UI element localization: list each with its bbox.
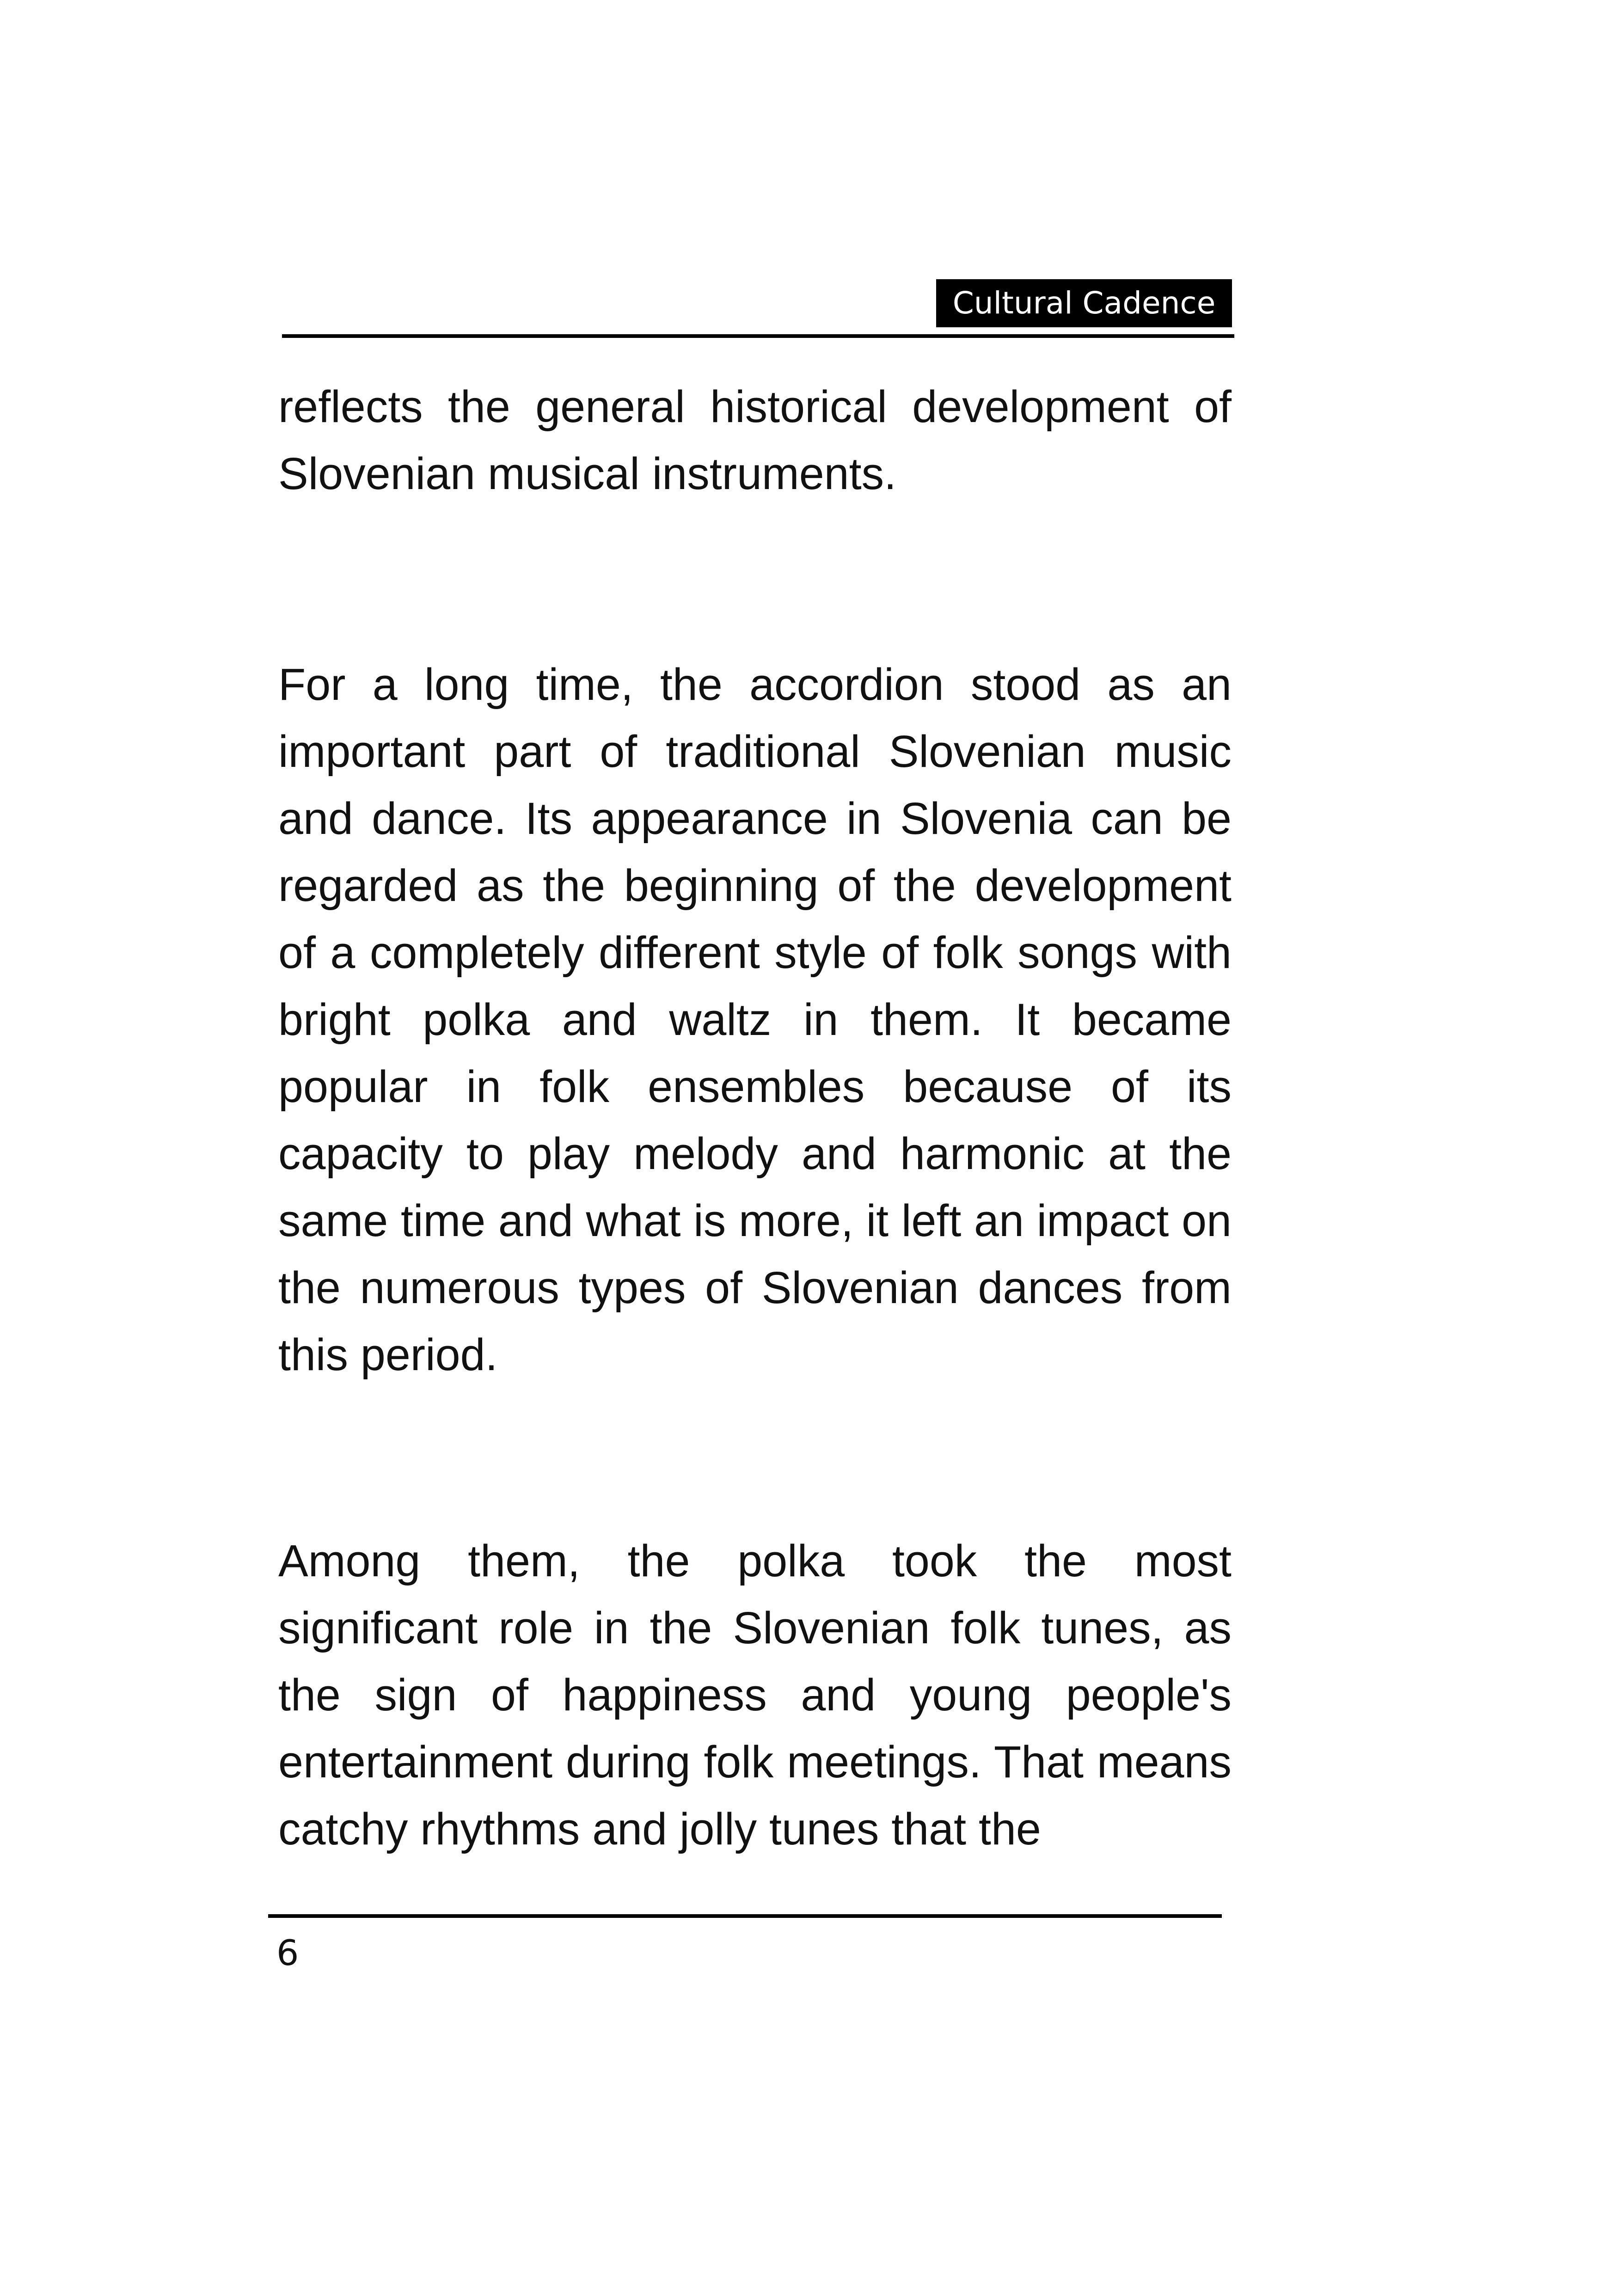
paragraph-2: For a long time, the accordion stood as an important part of traditional Slovenian music and dance. Its appearance in Slovenia can be regarded as the beginning of the development of a completely different style of folk songs with bright polka and waltz in them. It became popular in folk ensembles because of its capacity to play melody and harmonic at the same time and what is more, it left an impact on the numerous types of Slovenian dances from this period. (278, 659, 1232, 1380)
page-number: 6 (276, 1932, 299, 1973)
footer-divider (268, 1914, 1222, 1918)
paragraph-1: reflects the general historical development of Slovenian musical instruments. (278, 381, 1232, 499)
paragraph-3: Among them, the polka took the most significant role in the Slovenian folk tunes, as the sign of happiness and young people's entertainment during folk meetings. That means catchy rhythms and jolly tunes that the (278, 1536, 1232, 1854)
running-title: Cultural Cadence (936, 279, 1232, 327)
header-divider (282, 334, 1234, 338)
